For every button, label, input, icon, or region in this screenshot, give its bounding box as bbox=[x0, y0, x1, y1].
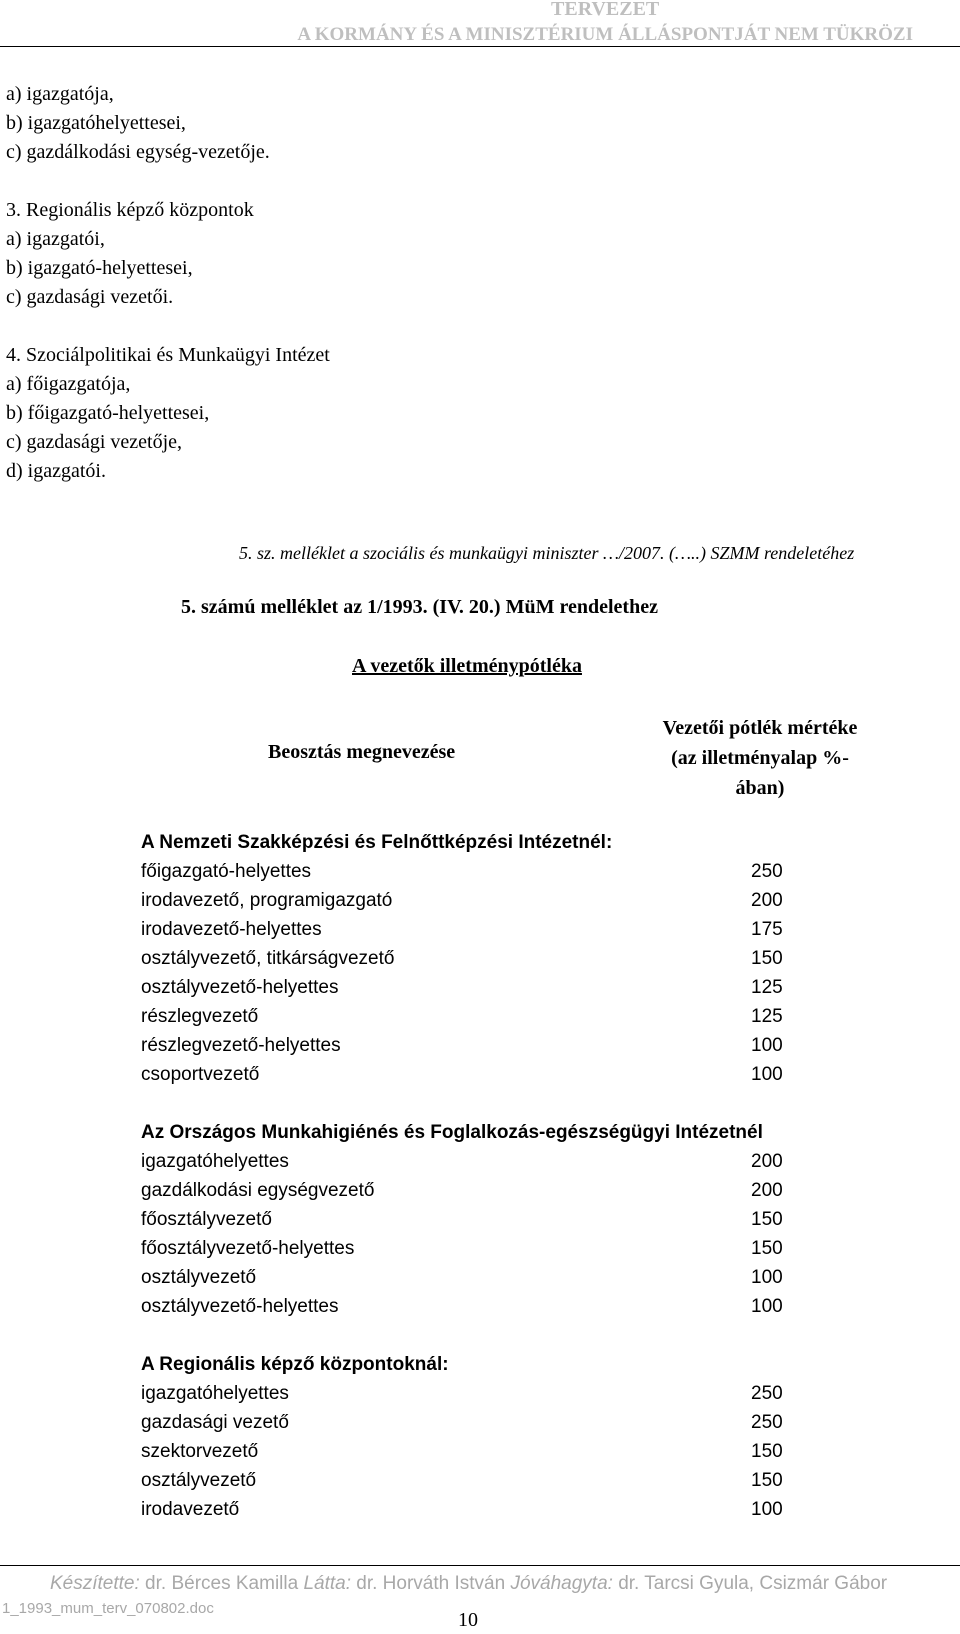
position-name: főosztályvezető bbox=[141, 1209, 272, 1230]
allowance-value: 100 bbox=[751, 1499, 783, 1520]
disclaimer-label: A KORMÁNY ÉS A MINISZTÉRIUM ÁLLÁSPONTJÁT NEM TÜKRÖZI bbox=[297, 24, 913, 45]
allowance-value: 125 bbox=[751, 977, 783, 998]
list-heading: 4. Szociálpolitikai és Munkaügyi Intézet bbox=[6, 344, 330, 366]
position-name: osztályvezető-helyettes bbox=[141, 977, 339, 998]
table-row bbox=[141, 1466, 861, 1495]
draft-header bbox=[297, 0, 913, 47]
position-name: irodavezető bbox=[141, 1499, 240, 1520]
group-title: Az Országos Munkahigiénés és Foglalkozás-egészségügyi Intézetnél bbox=[141, 1122, 763, 1143]
list-item: a) igazgatója, bbox=[6, 83, 114, 105]
allowance-value: 100 bbox=[751, 1064, 783, 1085]
list-item: b) igazgató-helyettesei, bbox=[6, 257, 193, 279]
annex-note: 5. sz. melléklet a szociális és munkaügyi miniszter …/2007. (…..) SZMM rendeletéhez bbox=[239, 543, 855, 563]
position-name: csoportvezető bbox=[141, 1064, 260, 1085]
list-item: d) igazgatói. bbox=[6, 460, 106, 482]
table-row bbox=[141, 1031, 861, 1060]
column-header-rate-line: (az illetményalap %- bbox=[671, 747, 849, 769]
table-row bbox=[141, 1147, 861, 1176]
allowance-value: 200 bbox=[751, 1180, 783, 1201]
column-header-position: Beosztás megnevezése bbox=[268, 741, 456, 763]
position-name: gazdálkodási egységvezető bbox=[141, 1180, 375, 1201]
position-name: főosztályvezető-helyettes bbox=[141, 1238, 355, 1259]
allowance-value: 100 bbox=[751, 1267, 783, 1288]
table-row bbox=[141, 1060, 861, 1089]
table-row bbox=[141, 1234, 861, 1263]
table-row bbox=[141, 1408, 861, 1437]
institution-group bbox=[141, 1118, 861, 1321]
institution-group bbox=[141, 828, 861, 1089]
section-title: A vezetők illetménypótléka bbox=[352, 655, 582, 677]
annex-title: 5. számú melléklet az 1/1993. (IV. 20.) MüM rendelethez bbox=[181, 596, 658, 618]
institution-group bbox=[141, 1350, 861, 1524]
list-item: a) igazgatói, bbox=[6, 228, 105, 250]
prepared-label: Készítette: bbox=[50, 1573, 140, 1594]
footer-authors bbox=[50, 1573, 887, 1595]
table-row bbox=[141, 1379, 861, 1408]
approved-by: dr. Tarcsi Gyula, Csizmár Gábor bbox=[612, 1573, 888, 1594]
allowance-value: 250 bbox=[751, 861, 783, 882]
position-name: osztályvezető bbox=[141, 1267, 257, 1288]
position-name: osztályvezető bbox=[141, 1470, 257, 1491]
position-name: osztályvezető-helyettes bbox=[141, 1296, 339, 1317]
table-row bbox=[141, 857, 861, 886]
table-row bbox=[141, 915, 861, 944]
prepared-by: dr. Bérces Kamilla bbox=[139, 1573, 304, 1594]
list-item: a) főigazgatója, bbox=[6, 373, 131, 395]
list-heading: 3. Regionális képző központok bbox=[6, 199, 254, 221]
column-header-rate-line: Vezetői pótlék mértéke bbox=[662, 717, 858, 739]
footer-filename: 1_1993_mum_terv_070802.doc bbox=[2, 1600, 214, 1617]
allowance-value: 200 bbox=[751, 1151, 783, 1172]
allowance-value: 150 bbox=[751, 948, 783, 969]
allowance-value: 150 bbox=[751, 1470, 783, 1491]
allowance-value: 250 bbox=[751, 1412, 783, 1433]
table-row bbox=[141, 1437, 861, 1466]
position-name: szektorvezető bbox=[141, 1441, 259, 1462]
position-name: gazdasági vezető bbox=[141, 1412, 289, 1433]
position-name: részlegvezető-helyettes bbox=[141, 1035, 341, 1056]
position-name: irodavezető, programigazgató bbox=[141, 890, 393, 911]
allowance-value: 175 bbox=[751, 919, 783, 940]
header-divider bbox=[0, 46, 960, 47]
allowance-tables bbox=[141, 828, 861, 1553]
position-name: osztályvezető, titkárságvezető bbox=[141, 948, 395, 969]
table-row bbox=[141, 1495, 861, 1524]
allowance-value: 100 bbox=[751, 1296, 783, 1317]
position-name: főigazgató-helyettes bbox=[141, 861, 312, 882]
table-row bbox=[141, 1176, 861, 1205]
table-row bbox=[141, 1002, 861, 1031]
table-row bbox=[141, 1292, 861, 1321]
table-row bbox=[141, 1263, 861, 1292]
page-number: 10 bbox=[458, 1609, 478, 1631]
allowance-value: 100 bbox=[751, 1035, 783, 1056]
list-item: b) főigazgató-helyettesei, bbox=[6, 402, 210, 424]
table-row bbox=[141, 1205, 861, 1234]
allowance-value: 150 bbox=[751, 1209, 783, 1230]
position-name: irodavezető-helyettes bbox=[141, 919, 322, 940]
column-header-rate-line: ában) bbox=[735, 777, 785, 799]
position-list bbox=[6, 80, 330, 486]
draft-label: TERVEZET bbox=[551, 0, 660, 20]
position-name: igazgatóhelyettes bbox=[141, 1151, 289, 1172]
seen-label: Látta: bbox=[303, 1573, 351, 1594]
group-title: A Nemzeti Szakképzési és Felnőttképzési Intézetnél: bbox=[141, 832, 613, 853]
list-item: c) gazdasági vezetői. bbox=[6, 286, 174, 308]
allowance-value: 250 bbox=[751, 1383, 783, 1404]
position-name: részlegvezető bbox=[141, 1006, 259, 1027]
position-name: igazgatóhelyettes bbox=[141, 1383, 289, 1404]
footer-divider bbox=[0, 1565, 960, 1566]
table-row bbox=[141, 886, 861, 915]
allowance-value: 200 bbox=[751, 890, 783, 911]
table-row bbox=[141, 944, 861, 973]
list-item: c) gazdálkodási egység-vezetője. bbox=[6, 141, 270, 163]
group-title: A Regionális képző központoknál: bbox=[141, 1354, 449, 1375]
allowance-value: 150 bbox=[751, 1441, 783, 1462]
seen-by: dr. Horváth István bbox=[351, 1573, 511, 1594]
approved-label: Jóváhagyta: bbox=[510, 1573, 613, 1594]
allowance-value: 125 bbox=[751, 1006, 783, 1027]
column-header-rate bbox=[640, 713, 880, 803]
table-row bbox=[141, 973, 861, 1002]
allowance-value: 150 bbox=[751, 1238, 783, 1259]
list-item: c) gazdasági vezetője, bbox=[6, 431, 183, 453]
list-item: b) igazgatóhelyettesei, bbox=[6, 112, 186, 134]
